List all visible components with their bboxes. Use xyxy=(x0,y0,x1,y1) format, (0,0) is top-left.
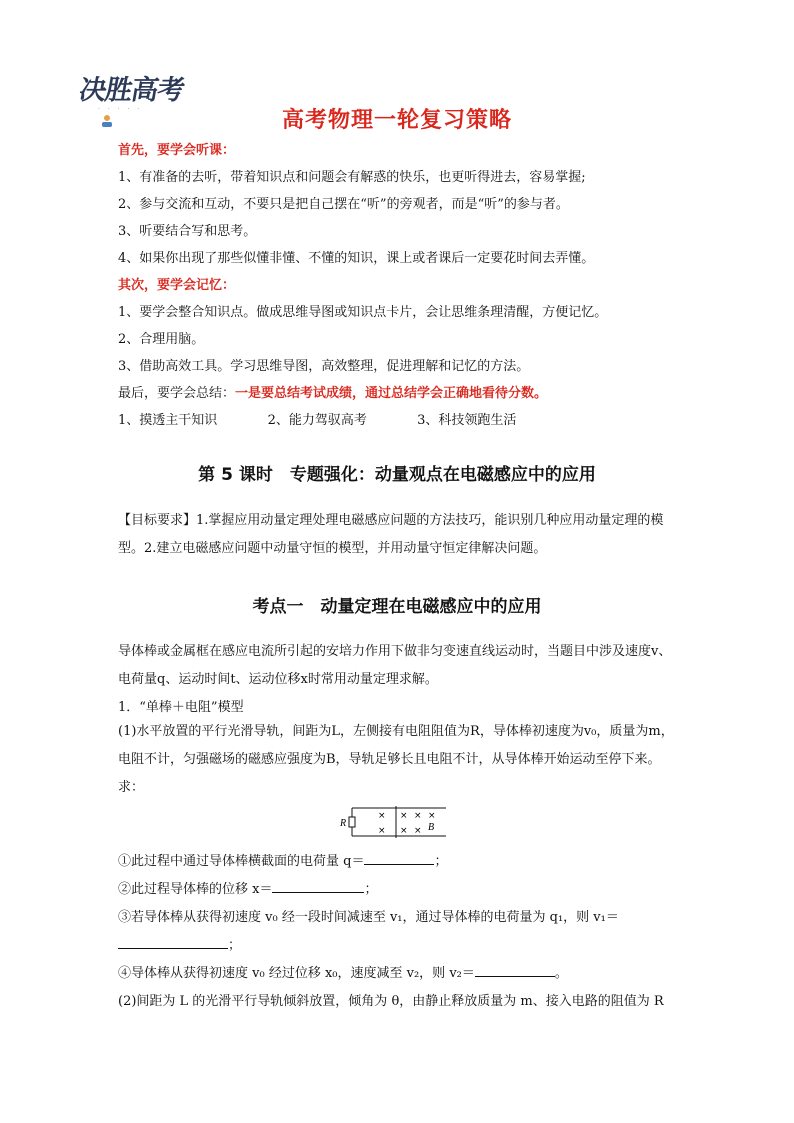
question-text: ①此过程中通过导体棒横截面的电荷量 q＝ xyxy=(118,854,365,869)
question-2 xyxy=(118,876,680,904)
list-item: 2、参与交流和互动，不要只是把自己摆在“听”的旁观者，而是“听”的参与者。 xyxy=(118,197,569,212)
answer-blank[interactable] xyxy=(272,878,364,893)
list-item: 3、借助高效工具。学习思维导图，高效整理，促进理解和记忆的方法。 xyxy=(118,359,530,374)
resistor-icon xyxy=(349,817,355,827)
summary-highlight: 一是要总结考试成绩，通过总结学会正确地看待分数。 xyxy=(235,386,548,401)
answer-blank[interactable] xyxy=(118,934,228,949)
model-heading: 1．“单棒＋电阻”模型 xyxy=(118,700,244,715)
question-punct: ； xyxy=(434,854,448,869)
question-4 xyxy=(118,960,680,988)
answer-blank[interactable] xyxy=(475,962,555,977)
logo-subtext-decoration: · · · · · xyxy=(98,106,143,113)
goal-paragraph xyxy=(118,507,680,563)
field-label: B xyxy=(428,822,435,833)
goal-text: 1.掌握应用动量定理处理电磁感应问题的方法技巧，能识别几种应用动量定理的模型。2.建立电磁感应问题中动量守恒的模型，并用动量守恒定律解决问题。 xyxy=(118,513,664,556)
goals-line xyxy=(118,411,516,431)
resistor-label: R xyxy=(340,818,347,829)
list-item: 1、要学会整合知识点。做成思维导图或知识点卡片，会让思维条理清醒，方便记忆。 xyxy=(118,305,608,320)
field-cross: × xyxy=(414,826,422,836)
summary-prefix: 最后，要学会总结： xyxy=(118,386,236,401)
goal-label: 【目标要求】 xyxy=(118,513,197,528)
intro-paragraph: 导体棒或金属框在感应电流所引起的安培力作用下做非匀变速直线运动时，当题目中涉及速度v、电荷量q、运动时间t、运动位移x时常用动量定理求解。 xyxy=(118,644,672,687)
question-text: ④导体棒从获得初速度 v₀ 经过位移 x₀，速度减至 v₂，则 v₂＝ xyxy=(118,966,475,981)
list-item: 3、听要结合写和思考。 xyxy=(118,224,257,239)
question-3 xyxy=(118,904,680,960)
problem-2-text: (2)间距为 L 的光滑平行导轨倾斜放置，倾角为 θ，由静止释放质量为 m、接入电路的阻值为 R xyxy=(118,994,664,1009)
list-item: 2、合理用脑。 xyxy=(118,332,205,347)
answer-blank[interactable] xyxy=(364,850,434,865)
list-item: 4、如果你出现了那些似懂非懂、不懂的知识，课上或者课后一定要花时间去弄懂。 xyxy=(118,251,595,266)
heading-listening: 首先，要学会听课： xyxy=(118,143,236,158)
goal-item: 3、科技领跑生活 xyxy=(417,413,517,428)
field-cross: × xyxy=(400,826,408,836)
heading-memory: 其次，要学会记忆： xyxy=(118,278,236,293)
field-cross: × xyxy=(378,826,386,836)
question-punct: ； xyxy=(228,938,242,953)
goal-item: 1、摸透主干知识 xyxy=(118,413,218,428)
field-cross: × xyxy=(428,811,436,821)
field-cross: × xyxy=(378,811,386,821)
question-punct: ； xyxy=(364,882,378,897)
question-1 xyxy=(118,848,680,876)
logo-text: 决胜高考 xyxy=(76,75,187,106)
goal-item: 2、能力驾驭高考 xyxy=(267,413,367,428)
problem-1-text: (1)水平放置的平行光滑导轨，间距为L，左侧接有电阻阻值为R，导体棒初速度为v₀，质量为m，电阻不计，匀强磁场的磁感应强度为B，导轨足够长且电阻不计，从导体棒开始运动至停下来。求： xyxy=(118,724,674,795)
rail-circuit-diagram xyxy=(340,804,450,844)
summary-line xyxy=(118,384,547,404)
section-title: 考点一 动量定理在电磁感应中的应用 xyxy=(252,597,542,617)
field-cross: × xyxy=(414,811,422,821)
question-text: ③若导体棒从获得初速度 v₀ 经一段时间减速至 v₁，通过导体棒的电荷量为 q₁，则 v₁＝ xyxy=(118,910,619,925)
page-title: 高考物理一轮复习策略 xyxy=(281,108,512,133)
question-text: ②此过程导体棒的位移 x＝ xyxy=(118,882,273,897)
lesson-title: 第 5 课时 专题强化：动量观点在电磁感应中的应用 xyxy=(198,465,596,485)
question-punct: 。 xyxy=(554,966,568,981)
list-item: 1、有准备的去听，带着知识点和问题会有解惑的快乐，也更听得进去，容易掌握; xyxy=(118,170,586,185)
field-cross: × xyxy=(400,811,408,821)
